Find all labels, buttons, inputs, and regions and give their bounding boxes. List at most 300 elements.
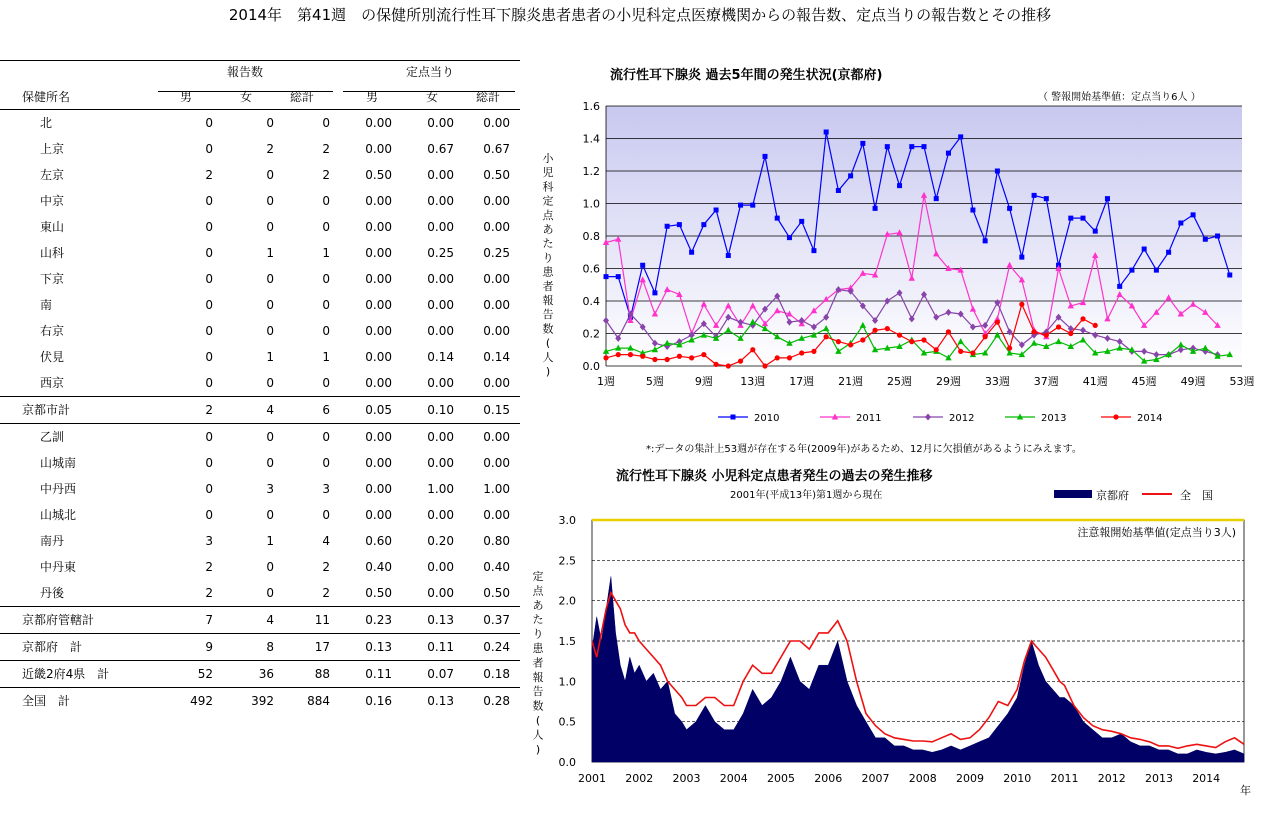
cell-f: 0	[266, 324, 274, 338]
ylabel-char: り	[542, 251, 554, 265]
history-chart	[520, 462, 1272, 820]
cell-rt: 0.28	[483, 694, 510, 708]
cell-rm: 0.13	[365, 640, 392, 654]
cell-t: 2	[322, 560, 330, 574]
y-tick-label: 1.6	[582, 100, 600, 113]
x-tick-label: 2004	[719, 772, 748, 785]
point-2010	[763, 154, 768, 159]
cell-f: 0	[266, 560, 274, 574]
point-2010	[897, 183, 902, 188]
cell-t: 2	[322, 586, 330, 600]
x-tick-label: 1週	[597, 375, 615, 388]
ylabel-char: 定	[542, 194, 554, 208]
table-row	[0, 606, 520, 633]
row-name: 中京	[40, 194, 65, 208]
point-2010	[701, 222, 706, 227]
table-row	[0, 110, 520, 136]
chart2-subtitle: 2001年(平成13年)第1週から現在	[730, 490, 883, 501]
point-2014	[1031, 329, 1036, 334]
cell-f: 1	[266, 350, 274, 364]
cell-rm: 0.16	[365, 694, 392, 708]
ylabel-char: 報	[532, 670, 544, 684]
legend-swatch-kyoto	[1054, 490, 1092, 498]
y-tick-label: 2.0	[558, 594, 576, 608]
point-2014	[799, 350, 804, 355]
table-row	[0, 423, 520, 450]
cell-rt: 0.00	[483, 324, 510, 338]
ylabel-char: 報	[542, 294, 554, 307]
cell-rm: 0.00	[365, 508, 392, 522]
cell-t: 3	[322, 482, 330, 496]
table-group-header	[0, 60, 520, 85]
cell-rf: 0.00	[427, 508, 454, 522]
row-name: 乙訓	[40, 430, 65, 444]
point-2010	[922, 144, 927, 149]
table-row	[0, 502, 520, 528]
point-2010	[1019, 255, 1024, 260]
table-row	[0, 687, 520, 714]
col-header-rate-female: 女	[426, 90, 439, 104]
table-row	[0, 318, 520, 344]
cell-t: 0	[322, 272, 330, 286]
cell-rm: 0.00	[365, 430, 392, 444]
row-name: 中丹東	[40, 560, 77, 574]
cell-m: 0	[205, 324, 213, 338]
ylabel-char: 科	[542, 180, 554, 194]
cell-f: 0	[266, 298, 274, 312]
point-2010	[848, 173, 853, 178]
cell-rf: 0.67	[427, 142, 454, 156]
chart2-xlabel: 年	[1240, 784, 1251, 797]
cell-rt: 0.18	[483, 667, 510, 681]
row-name: 山城南	[40, 456, 77, 470]
table-column-header	[0, 85, 520, 110]
point-2014	[1044, 333, 1049, 338]
cell-m: 2	[205, 586, 213, 600]
point-2010	[738, 203, 743, 208]
ylabel-char: )	[545, 365, 551, 378]
ylabel-char: 定	[532, 570, 544, 583]
chart2-legend	[1054, 488, 1213, 502]
point-2010	[1191, 212, 1196, 217]
cell-m: 0	[205, 482, 213, 496]
cell-t: 0	[322, 220, 330, 234]
row-name: 南	[40, 298, 53, 312]
y-tick-label: 0.0	[558, 756, 576, 769]
ylabel-char: た	[542, 237, 554, 251]
x-tick-label: 2006	[814, 772, 843, 785]
cell-t: 0	[322, 456, 330, 470]
cell-rm: 0.00	[365, 376, 392, 390]
point-2014	[603, 355, 608, 360]
cell-rt: 0.00	[483, 272, 510, 286]
ylabel-char: あ	[542, 223, 554, 236]
cell-rf: 0.00	[427, 456, 454, 470]
cell-rt: 0.00	[483, 116, 510, 130]
chart1-legend	[718, 413, 1162, 424]
x-tick-label: 2011	[1050, 772, 1079, 785]
cell-rt: 0.50	[483, 586, 510, 600]
point-2010	[616, 274, 621, 279]
point-2010	[983, 238, 988, 243]
cell-rm: 0.00	[365, 482, 392, 496]
table-row	[0, 660, 520, 687]
cell-t: 6	[322, 403, 330, 417]
ylabel-char: 告	[532, 685, 544, 699]
point-2010	[1227, 273, 1232, 278]
cell-m: 52	[197, 667, 213, 681]
y-tick-label: 0.4	[582, 295, 600, 308]
legend-label: 2011	[856, 413, 882, 424]
row-name: 京都市計	[22, 403, 71, 417]
cell-rm: 0.00	[365, 246, 392, 260]
point-2014	[836, 339, 841, 344]
ylabel-char: 児	[542, 166, 554, 180]
cell-m: 2	[205, 168, 213, 182]
row-name: 東山	[40, 220, 65, 234]
row-name: 南丹	[40, 534, 65, 548]
cell-m: 492	[190, 694, 213, 708]
ylabel-char: 小	[542, 152, 554, 165]
y-tick-label: 1.0	[582, 197, 600, 211]
ylabel-char: 患	[542, 265, 554, 279]
x-tick-label: 2014	[1192, 772, 1221, 785]
point-2010	[909, 144, 914, 149]
x-tick-label: 2007	[861, 772, 890, 785]
point-2014	[860, 337, 865, 342]
point-2010	[1093, 229, 1098, 234]
ylabel-char: 患	[532, 642, 544, 655]
point-2014	[1080, 316, 1085, 321]
table-row	[0, 580, 520, 606]
table-row	[0, 633, 520, 660]
cell-rf: 0.00	[427, 116, 454, 130]
cell-f: 0	[266, 586, 274, 600]
cell-f: 1	[266, 534, 274, 548]
cell-f: 0	[266, 456, 274, 470]
cell-rt: 0.14	[483, 350, 510, 364]
ylabel-char: )	[535, 742, 541, 756]
cell-f: 2	[266, 142, 274, 156]
col-header-name: 保健所名	[22, 90, 71, 104]
cell-t: 88	[314, 667, 330, 681]
cell-m: 0	[205, 246, 213, 260]
point-2014	[872, 328, 877, 333]
cell-rf: 0.13	[427, 694, 454, 708]
point-2010	[1068, 216, 1073, 221]
point-2010	[726, 253, 731, 258]
point-2014	[701, 352, 706, 357]
cell-rt: 0.80	[483, 534, 510, 548]
cell-rt: 0.00	[483, 194, 510, 208]
ylabel-char: 数	[542, 322, 554, 336]
point-2010	[860, 141, 865, 146]
x-tick-label: 25週	[887, 375, 913, 388]
table-row	[0, 370, 520, 396]
cell-rt: 0.00	[483, 456, 510, 470]
x-tick-label: 53週	[1229, 375, 1255, 388]
cell-f: 0	[266, 376, 274, 390]
threshold-label: 注意報開始基準値(定点当り3人)	[1077, 526, 1236, 539]
point-2014	[689, 355, 694, 360]
point-2010	[995, 169, 1000, 174]
cell-rm: 0.50	[365, 586, 392, 600]
point-2010	[1154, 268, 1159, 273]
point-2014	[885, 326, 890, 331]
cell-m: 9	[205, 640, 213, 654]
point-2014	[628, 352, 633, 357]
cell-m: 0	[205, 272, 213, 286]
cell-rm: 0.00	[365, 324, 392, 338]
cell-rm: 0.40	[365, 560, 392, 574]
x-tick-label: 17週	[789, 375, 815, 388]
row-name: 近畿2府4県 計	[22, 667, 110, 681]
x-tick-label: 33週	[984, 375, 1010, 388]
legend-label: 2012	[949, 413, 975, 424]
x-tick-label: 2002	[625, 772, 654, 785]
point-2010	[811, 248, 816, 253]
cell-rf: 0.14	[427, 350, 454, 364]
cell-rf: 0.00	[427, 272, 454, 286]
x-tick-label: 29週	[935, 375, 961, 388]
point-2010	[1007, 206, 1012, 211]
row-name: 全国 計	[22, 694, 71, 708]
point-2014	[970, 350, 975, 355]
point-2010	[604, 274, 609, 279]
cell-t: 884	[307, 694, 330, 708]
point-2014	[1019, 302, 1024, 307]
cell-rf: 0.00	[427, 324, 454, 338]
point-2010	[1129, 268, 1134, 273]
chart1-title: 流行性耳下腺炎 過去5年間の発生状況(京都府)	[610, 68, 883, 83]
y-tick-label: 0.6	[582, 262, 600, 276]
point-2014	[775, 355, 780, 360]
point-2014	[958, 349, 963, 354]
cell-m: 0	[205, 116, 213, 130]
cell-t: 4	[322, 534, 330, 548]
cell-rm: 0.00	[365, 220, 392, 234]
table-row	[0, 214, 520, 240]
row-name: 山城北	[40, 508, 77, 522]
point-2010	[799, 219, 804, 224]
point-2010	[958, 134, 963, 139]
point-2014	[824, 334, 829, 339]
cell-m: 0	[205, 376, 213, 390]
cell-m: 0	[205, 142, 213, 156]
ylabel-char: 点	[542, 208, 554, 222]
point-2014	[848, 342, 853, 347]
cell-f: 0	[266, 194, 274, 208]
cell-f: 8	[266, 640, 274, 654]
point-2014	[946, 329, 951, 334]
cell-rm: 0.60	[365, 534, 392, 548]
point-2014	[677, 354, 682, 359]
col-header-rate-total: 総計	[476, 90, 501, 104]
chart2-title: 流行性耳下腺炎 小児科定点患者発生の過去の発生推移	[616, 469, 933, 484]
cell-rm: 0.11	[365, 667, 392, 681]
x-tick-label: 5週	[645, 375, 664, 388]
x-tick-label: 13週	[740, 375, 766, 388]
y-tick-label: 3.0	[558, 514, 576, 527]
cell-rf: 0.10	[427, 403, 454, 417]
cell-t: 0	[322, 116, 330, 130]
cell-rf: 0.00	[427, 298, 454, 312]
report-table	[0, 60, 520, 714]
legend-label: 2010	[754, 413, 780, 424]
point-2010	[689, 250, 694, 255]
y-tick-label: 0.8	[582, 230, 600, 243]
point-2014	[909, 339, 914, 344]
point-2014	[1007, 346, 1012, 351]
page-title: 2014年 第41週 の保健所別流行性耳下腺炎患者患者の小児科定点医療機関からの報告数、定点当りの報告数とその推移	[228, 6, 1052, 24]
table-row	[0, 292, 520, 318]
point-2014	[652, 357, 657, 362]
legend-label: 2014	[1137, 413, 1163, 424]
cell-t: 0	[322, 508, 330, 522]
x-tick-label: 41週	[1082, 375, 1108, 388]
x-tick-label: 45週	[1131, 375, 1157, 388]
ylabel-char: 人	[532, 728, 544, 742]
cell-t: 11	[314, 613, 330, 627]
cell-rt: 0.40	[483, 560, 510, 574]
point-2014	[897, 333, 902, 338]
point-2010	[970, 208, 975, 213]
cell-m: 3	[205, 534, 213, 548]
point-2010	[1166, 250, 1171, 255]
cell-rm: 0.05	[365, 403, 392, 417]
row-name: 左京	[40, 168, 65, 182]
x-tick-label: 2001	[578, 772, 606, 785]
ylabel-char: あ	[532, 598, 544, 612]
legend-label: 全 国	[1180, 489, 1213, 502]
cell-rf: 0.00	[427, 560, 454, 574]
cell-m: 0	[205, 508, 213, 522]
row-name: 右京	[40, 324, 65, 338]
point-2014	[1068, 331, 1073, 336]
row-name: 北	[40, 116, 53, 130]
point-2014	[640, 354, 645, 359]
table-row	[0, 188, 520, 214]
ylabel-char: 数	[532, 699, 544, 713]
chart1-ylabel	[543, 151, 555, 378]
row-name: 中丹西	[40, 482, 77, 496]
x-tick-label: 2012	[1097, 772, 1126, 785]
point-2010	[652, 290, 657, 295]
cell-rt: 0.24	[483, 640, 510, 654]
point-2014	[665, 357, 670, 362]
point-2014	[995, 320, 1000, 325]
group-header-per-sentinel: 定点当り	[405, 65, 454, 79]
point-2010	[1203, 237, 1208, 242]
point-2010	[1081, 216, 1086, 221]
point-2010	[885, 144, 890, 149]
point-2010	[934, 196, 939, 201]
cell-m: 0	[205, 430, 213, 444]
table-row	[0, 162, 520, 188]
cell-m: 7	[205, 613, 213, 627]
table-row	[0, 396, 520, 423]
cell-rt: 0.00	[483, 430, 510, 444]
cell-f: 36	[258, 667, 274, 681]
y-tick-label: 0.2	[582, 327, 600, 341]
cell-rt: 0.37	[483, 613, 510, 627]
table-row	[0, 554, 520, 580]
cell-f: 392	[251, 694, 274, 708]
point-2014	[983, 334, 988, 339]
ylabel-char: 告	[542, 308, 554, 322]
point-2010	[750, 203, 755, 208]
group-header-reports: 報告数	[226, 65, 263, 79]
cell-m: 2	[205, 560, 213, 574]
cell-rm: 0.00	[365, 272, 392, 286]
legend-label: 京都府	[1096, 489, 1129, 502]
cell-rt: 0.50	[483, 168, 510, 182]
point-2014	[750, 347, 755, 352]
cell-rm: 0.00	[365, 116, 392, 130]
cell-rm: 0.00	[365, 142, 392, 156]
x-tick-label: 9週	[694, 375, 713, 388]
ylabel-char: 者	[532, 656, 544, 670]
x-tick-label: 49週	[1180, 375, 1206, 388]
point-2014	[713, 362, 718, 367]
cell-rf: 0.00	[427, 586, 454, 600]
point-2014	[1093, 323, 1098, 328]
col-header-rate-male: 男	[366, 90, 379, 104]
cell-t: 0	[322, 298, 330, 312]
row-name: 京都府 計	[22, 640, 83, 654]
cell-f: 0	[266, 220, 274, 234]
point-2014	[616, 352, 621, 357]
cell-rt: 0.00	[483, 376, 510, 390]
legend-label: 2013	[1041, 413, 1067, 424]
cell-rf: 0.11	[427, 640, 454, 654]
col-header-female: 女	[240, 90, 253, 104]
cell-f: 3	[266, 482, 274, 496]
cell-m: 0	[205, 350, 213, 364]
ylabel-char: り	[532, 627, 544, 641]
point-2010	[665, 224, 670, 229]
y-tick-label: 1.5	[558, 635, 576, 648]
table-row	[0, 136, 520, 162]
cell-rf: 0.13	[427, 613, 454, 627]
table-row	[0, 344, 520, 370]
cell-rt: 0.67	[483, 142, 510, 156]
row-name: 山科	[40, 246, 65, 260]
ylabel-char: 点	[532, 584, 544, 598]
cell-rt: 0.00	[483, 508, 510, 522]
cell-t: 17	[314, 640, 330, 654]
cell-rm: 0.00	[365, 298, 392, 312]
cell-rf: 0.07	[427, 667, 454, 681]
cell-rm: 0.00	[365, 194, 392, 208]
x-tick-label: 2008	[908, 772, 937, 785]
table-row	[0, 266, 520, 292]
point-2014	[738, 359, 743, 364]
cell-rt: 0.15	[483, 403, 510, 417]
row-name: 下京	[40, 272, 65, 286]
y-tick-label: 1.2	[582, 165, 600, 178]
point-2014	[762, 363, 767, 368]
cell-t: 0	[322, 324, 330, 338]
cell-t: 1	[322, 246, 330, 260]
point-2010	[787, 235, 792, 240]
x-tick-label: 37週	[1033, 375, 1059, 388]
ylabel-char: (	[545, 336, 551, 350]
cell-f: 1	[266, 246, 274, 260]
cell-m: 2	[205, 403, 213, 417]
y-tick-label: 1.4	[582, 132, 600, 146]
five-year-chart	[530, 60, 1272, 460]
